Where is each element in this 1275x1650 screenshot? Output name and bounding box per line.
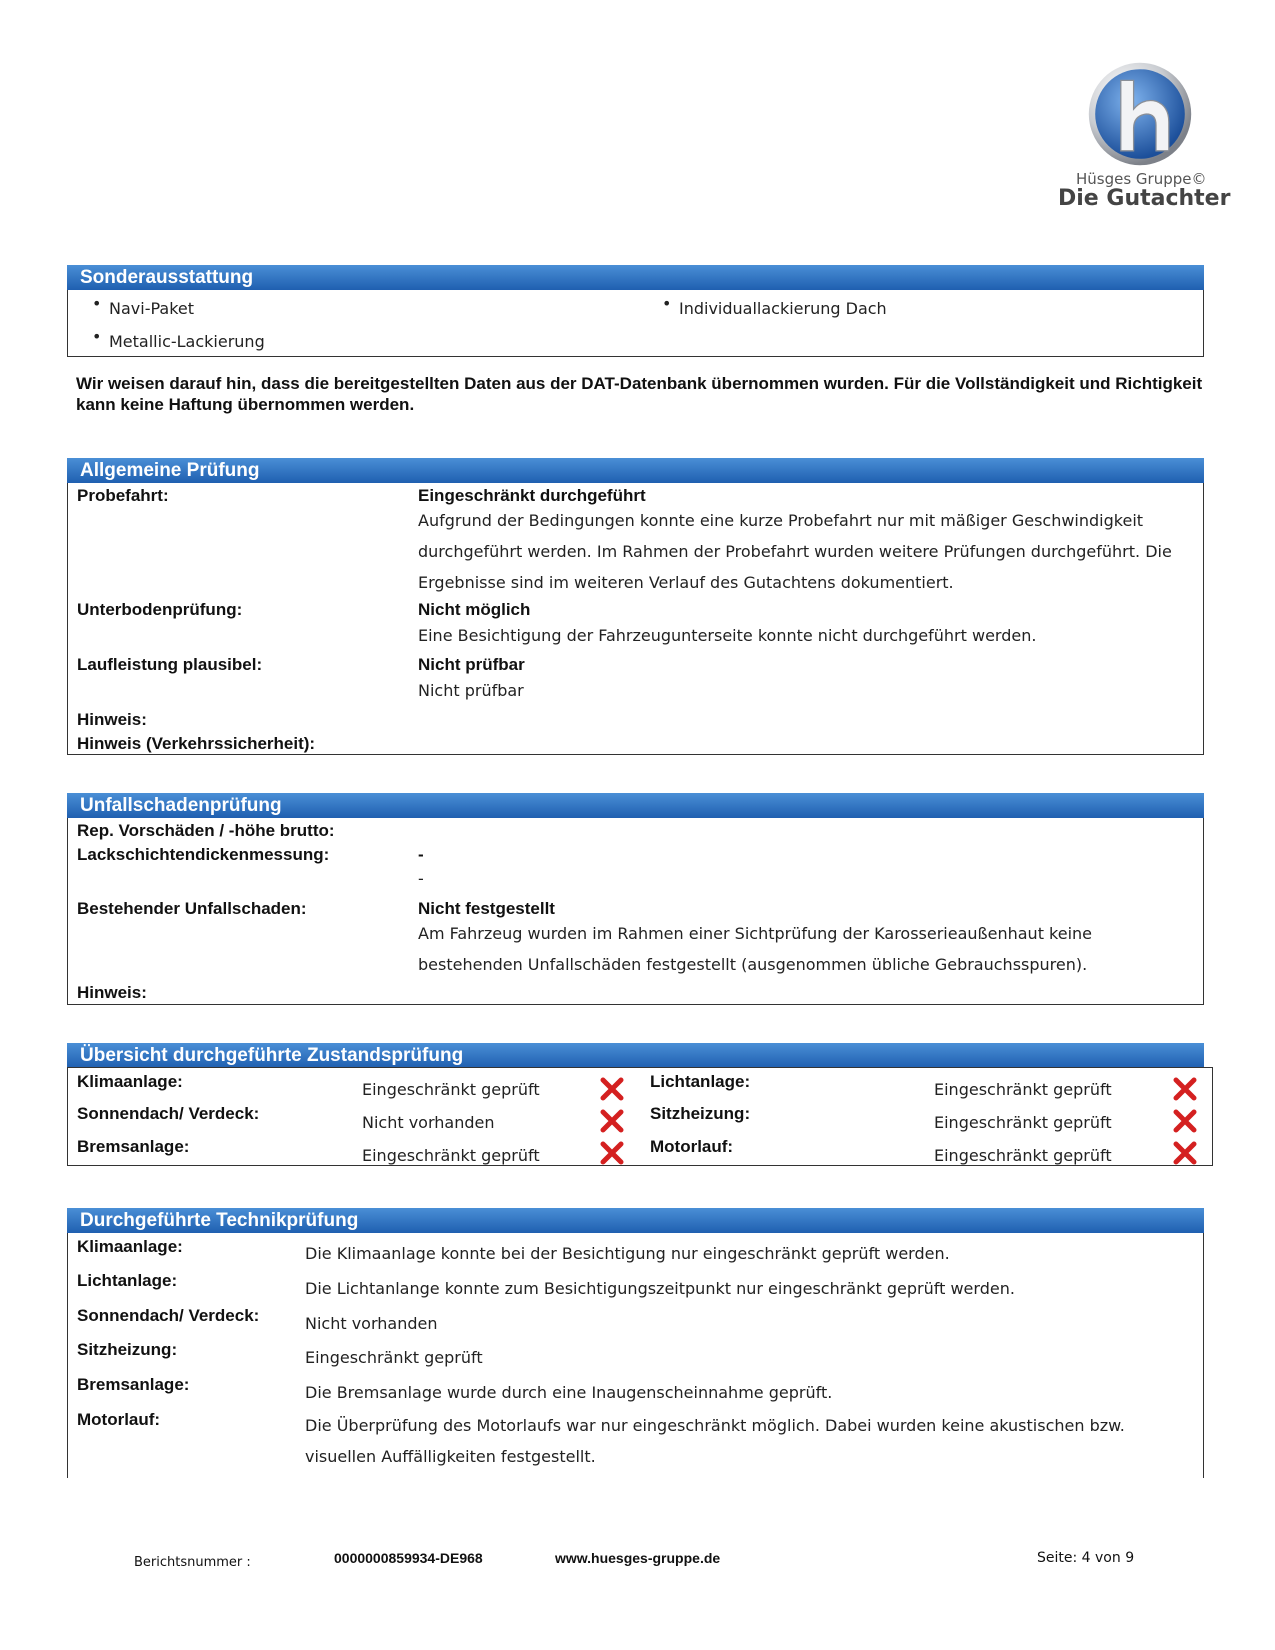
technik-klimaanlage-label: Klimaanlage: bbox=[77, 1237, 183, 1256]
section-title: Übersicht durchgeführte Zustandsprüfung bbox=[67, 1043, 1204, 1068]
sonnendach-label: Sonnendach/ Verdeck: bbox=[77, 1104, 260, 1123]
technik-bremsanlage-label: Bremsanlage: bbox=[77, 1375, 190, 1394]
technik-sitzheizung-value: Eingeschränkt geprüft bbox=[305, 1348, 483, 1367]
list-item: • Navi-Paket bbox=[109, 299, 194, 318]
lackschicht-label: Lackschichtendickenmessung: bbox=[77, 845, 330, 864]
motorlauf-label: Motorlauf: bbox=[650, 1137, 734, 1156]
bremsanlage-label: Bremsanlage: bbox=[77, 1137, 190, 1156]
laufleistung-label: Laufleistung plausibel: bbox=[77, 655, 263, 674]
klimaanlage-status: Eingeschränkt geprüft bbox=[362, 1080, 540, 1099]
lackschicht-value: - bbox=[418, 845, 424, 864]
section-title: Durchgeführte Technikprüfung bbox=[67, 1208, 1204, 1233]
laufleistung-value: Nicht prüfbar bbox=[418, 655, 525, 674]
lichtanlage-status: Eingeschränkt geprüft bbox=[934, 1080, 1112, 1099]
x-mark-icon bbox=[599, 1108, 625, 1134]
sitzheizung-label: Sitzheizung: bbox=[650, 1104, 751, 1123]
klimaanlage-label: Klimaanlage: bbox=[77, 1072, 183, 1091]
section-unfallschadenpruefung bbox=[67, 793, 1204, 1005]
technik-lichtanlage-value: Die Lichtanlange konnte zum Besichtigungszeitpunkt nur eingeschränkt geprüft werden. bbox=[305, 1279, 1015, 1298]
section-sonderausstattung bbox=[67, 265, 1204, 357]
section-technikpruefung bbox=[67, 1208, 1204, 1478]
motorlauf-status: Eingeschränkt geprüft bbox=[934, 1146, 1112, 1165]
disclaimer-note: Wir weisen darauf hin, dass die bereitgestellten Daten aus der DAT-Datenbank übernommen wurden. Für die Vollständigkeit und Richtigkeit kann keine Haftung übernommen werden. bbox=[76, 374, 1203, 414]
x-mark-icon bbox=[1172, 1140, 1198, 1166]
technik-sonnendach-value: Nicht vorhanden bbox=[305, 1314, 438, 1333]
section-title: Allgemeine Prüfung bbox=[67, 458, 1204, 483]
technik-sonnendach-label: Sonnendach/ Verdeck: bbox=[77, 1306, 260, 1325]
technik-sitzheizung-label: Sitzheizung: bbox=[77, 1340, 178, 1359]
technik-motorlauf-value: Die Überprüfung des Motorlaufs war nur eingeschränkt möglich. Dabei wurden keine akustischen bzw. visuellen Auffälligkeiten festgestellt. bbox=[305, 1416, 1125, 1466]
sitzheizung-status: Eingeschränkt geprüft bbox=[934, 1113, 1112, 1132]
lackschicht-desc: - bbox=[418, 869, 424, 888]
section-allgemeine-pruefung bbox=[67, 458, 1204, 755]
bremsanlage-status: Eingeschränkt geprüft bbox=[362, 1146, 540, 1165]
unterboden-label: Unterbodenprüfung: bbox=[77, 600, 243, 619]
x-mark-icon bbox=[1172, 1108, 1198, 1134]
sonnendach-status: Nicht vorhanden bbox=[362, 1113, 495, 1132]
page-number: Seite: 4 von 9 bbox=[1037, 1550, 1135, 1566]
list-item: • Individuallackierung Dach bbox=[679, 299, 887, 318]
rep-vorschaeden-label: Rep. Vorschäden / -höhe brutto: bbox=[77, 821, 335, 840]
probefahrt-value: Eingeschränkt durchgeführt bbox=[418, 486, 646, 505]
website-link[interactable]: www.huesges-gruppe.de bbox=[555, 1550, 721, 1566]
hinweis-label: Hinweis: bbox=[77, 983, 147, 1002]
logo-line1: Hüsges Gruppe© bbox=[1076, 170, 1207, 188]
list-item: • Metallic-Lackierung bbox=[109, 332, 265, 351]
bestehend-desc: Am Fahrzeug wurden im Rahmen einer Sichtprüfung der Karosserieaußenhaut keine bestehenden Unfallschäden festgestellt (ausgenommen übliche Gebrauchsspuren). bbox=[418, 924, 1093, 974]
bestehend-label: Bestehender Unfallschaden: bbox=[77, 899, 307, 918]
technik-lichtanlage-label: Lichtanlage: bbox=[77, 1271, 178, 1290]
bestehend-value: Nicht festgestellt bbox=[418, 899, 555, 918]
probefahrt-label: Probefahrt: bbox=[77, 486, 169, 505]
section-title: Unfallschadenprüfung bbox=[67, 793, 1204, 818]
technik-motorlauf-label: Motorlauf: bbox=[77, 1410, 161, 1429]
section-title: Sonderausstattung bbox=[67, 265, 1204, 290]
hinweis-verkehrssicherheit-label: Hinweis (Verkehrssicherheit): bbox=[77, 734, 316, 753]
x-mark-icon bbox=[599, 1076, 625, 1102]
technik-bremsanlage-value: Die Bremsanlage wurde durch eine Inaugenscheinnahme geprüft. bbox=[305, 1383, 833, 1402]
section-uebersicht bbox=[67, 1043, 1213, 1166]
logo-line2: Die Gutachter bbox=[1058, 186, 1231, 211]
unterboden-desc: Eine Besichtigung der Fahrzeugunterseite konnte nicht durchgeführt werden. bbox=[418, 626, 1037, 645]
unterboden-value: Nicht möglich bbox=[418, 600, 531, 619]
x-mark-icon bbox=[599, 1140, 625, 1166]
laufleistung-desc: Nicht prüfbar bbox=[418, 681, 524, 700]
hinweis-label: Hinweis: bbox=[77, 710, 147, 729]
x-mark-icon bbox=[1172, 1076, 1198, 1102]
report-number-label: Berichtsnummer : bbox=[134, 1555, 251, 1570]
probefahrt-desc: Aufgrund der Bedingungen konnte eine kurze Probefahrt nur mit mäßiger Geschwindigkeit durchgeführt werden. Im Rahmen der Probefahrt wurden weitere Prüfungen durchgeführt. Die Ergebnisse sind im weiteren Verlauf des Gutachtens dokumentiert. bbox=[418, 511, 1172, 592]
technik-klimaanlage-value: Die Klimaanlage konnte bei der Besichtigung nur eingeschränkt geprüft werden. bbox=[305, 1244, 950, 1263]
lichtanlage-label: Lichtanlage: bbox=[650, 1072, 751, 1091]
report-number: 0000000859934-DE968 bbox=[334, 1550, 483, 1566]
